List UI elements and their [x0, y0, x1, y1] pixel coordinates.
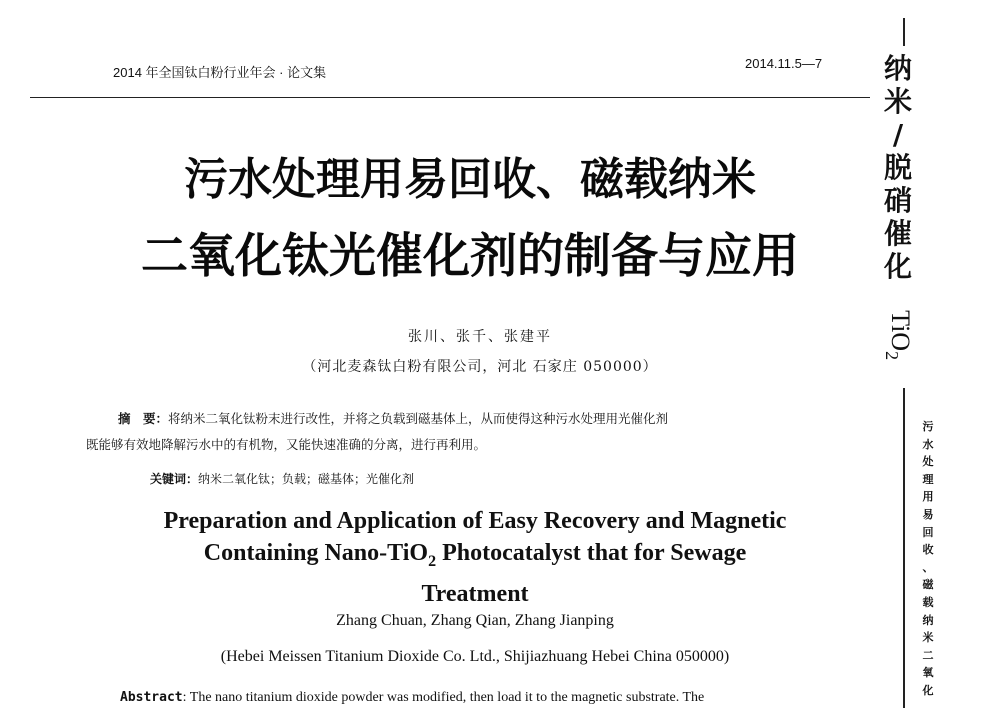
abstract-zh [86, 406, 848, 458]
keywords-zh [150, 470, 414, 487]
journal-header: 2014 年全国钛白粉行业年会 · 论文集 [113, 65, 327, 80]
side-rule-mid [903, 388, 905, 708]
title-en-line3: Treatment [421, 580, 529, 607]
keywords-zh-label: 关键词： [150, 472, 199, 486]
affiliation-zh: （河北麦森钛白粉有限公司，河北 石家庄 050000） [302, 359, 658, 375]
side-rule-top [903, 18, 905, 46]
section-char: 纳 [883, 52, 912, 85]
header-rule [30, 97, 870, 98]
authors-zh: 张川、张千、张建平 [408, 329, 552, 345]
keywords-zh-value: 纳米二氧化钛；负载；磁基体；光催化剂 [198, 472, 415, 486]
abstract-zh-line2: 既能够有效地降解污水中的有机物，又能快速准确的分离，进行再利用。 [86, 437, 487, 452]
authors-en: Zhang Chuan, Zhang Qian, Zhang Jianping [336, 612, 614, 629]
title-en-line2: Containing Nano-TiO$_2$ Photocatalyst that for Sewage [203, 540, 747, 570]
running-title: 污 水 处 理 用 易 回 收 、 磁 载 纳 米 二 氧 化 [922, 420, 934, 697]
abstract-en [120, 690, 860, 706]
section-formula: TiO$_2$ [881, 310, 916, 361]
title-en-line1: Preparation and Application of Easy Recovery and Magnetic [163, 508, 787, 534]
section-char: / [892, 118, 904, 151]
title-zh-line2: 二氧化钛光催化剂的制备与应用 [141, 229, 799, 284]
section-char: 脱 [883, 151, 912, 184]
affiliation-en: (Hebei Meissen Titanium Dioxide Co. Ltd., Shijiazhuang Hebei China 050000) [220, 648, 730, 665]
page-range: 2014.11.5—7 [745, 56, 823, 71]
abstract-en-label: Abstract [120, 690, 183, 705]
section-char: 米 [883, 85, 912, 118]
abstract-en-text: : The nano titanium dioxide powder was modified, then load it to the magnetic substrate. The [182, 690, 705, 705]
section-char: 催 [883, 217, 912, 250]
title-en [110, 505, 840, 610]
title-zh-line1: 污水处理用易回收、磁载纳米 [184, 154, 756, 205]
section-tab [878, 52, 918, 283]
abstract-zh-line1: 将纳米二氧化钛粉末进行改性，并将之负载到磁基体上，从而使得这种污水处理用光催化剂 [168, 411, 669, 426]
section-char: 硝 [883, 184, 912, 217]
section-char: 化 [883, 250, 912, 283]
abstract-zh-label: 摘 要： [118, 411, 169, 426]
